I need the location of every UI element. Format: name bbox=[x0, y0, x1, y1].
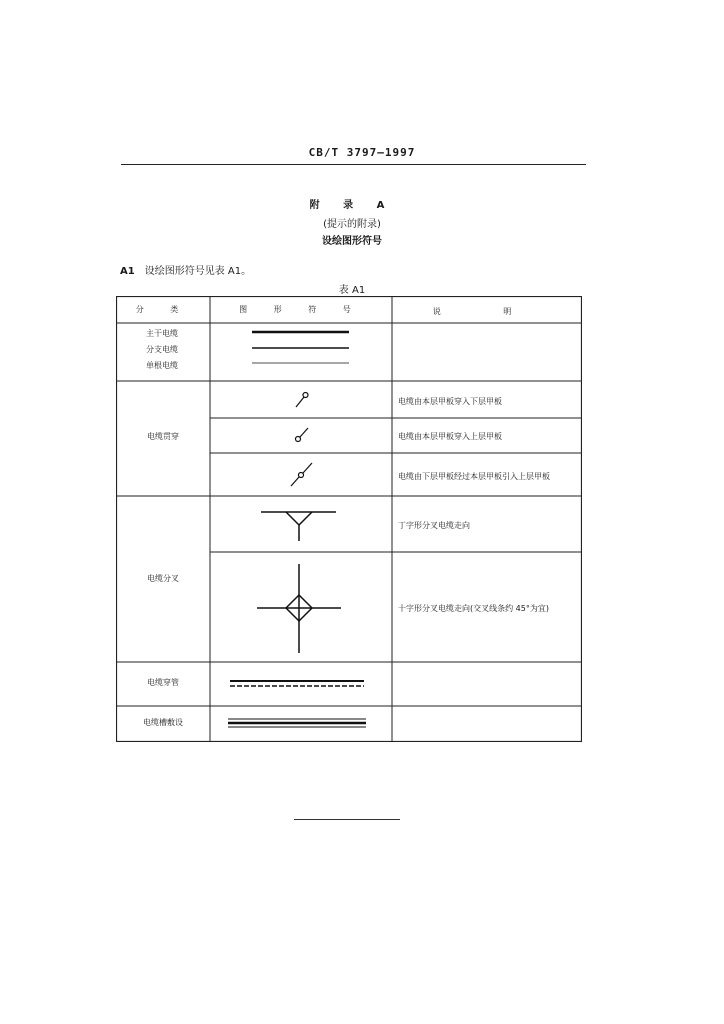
clause-text: 设绘图形符号见表 A1。 bbox=[144, 266, 252, 277]
category-branch-cable: 分支电缆 bbox=[146, 345, 178, 354]
header-symbol: 图 形 符 号 bbox=[239, 305, 363, 314]
appendix-subtitle: (提示的附录) bbox=[323, 219, 381, 230]
clause-a1 bbox=[120, 262, 251, 277]
penetration-through-symbol bbox=[291, 463, 312, 486]
table-caption: 表 A1 bbox=[338, 285, 366, 296]
penetration-down-symbol bbox=[296, 393, 308, 408]
description-penetration-down: 电缆由本层甲板穿入下层甲板 bbox=[398, 397, 502, 406]
symbol-table bbox=[116, 296, 582, 742]
description-penetration-up: 电缆由本层甲板穿入上层甲板 bbox=[398, 432, 502, 441]
appendix-heading: 设绘图形符号 bbox=[322, 236, 382, 247]
category-branch: 电缆分叉 bbox=[147, 574, 179, 583]
footer-rule bbox=[294, 819, 400, 820]
category-penetration: 电缆贯穿 bbox=[147, 432, 179, 441]
standard-code: CB/T 3797—1997 bbox=[308, 146, 416, 159]
table-grid bbox=[116, 296, 582, 742]
category-single-cable: 单根电缆 bbox=[146, 361, 178, 370]
clause-number: A1 bbox=[120, 266, 135, 277]
t-branch-symbol bbox=[261, 512, 336, 541]
description-cross-branch: 十字形分叉电缆走向(交叉线条约 45°为宜) bbox=[398, 604, 549, 613]
header-rule bbox=[121, 164, 586, 165]
cross-branch-symbol bbox=[257, 564, 341, 653]
description-penetration-through: 电缆由下层甲板经过本层甲板引入上层甲板 bbox=[398, 472, 550, 481]
description-t-branch: 丁字形分叉电缆走向 bbox=[398, 521, 470, 530]
category-main-cable: 主干电缆 bbox=[146, 329, 178, 338]
penetration-up-symbol bbox=[296, 428, 309, 442]
header-description: 说 明 bbox=[432, 307, 542, 316]
header-category: 分 类 bbox=[135, 305, 191, 314]
trough-symbol bbox=[228, 719, 366, 727]
category-conduit: 电缆穿管 bbox=[147, 678, 179, 687]
category-trough: 电缆槽敷设 bbox=[143, 718, 183, 727]
main-cable-symbol bbox=[252, 332, 349, 363]
appendix-title: 附 录 A bbox=[309, 200, 395, 211]
conduit-symbol bbox=[230, 681, 364, 686]
